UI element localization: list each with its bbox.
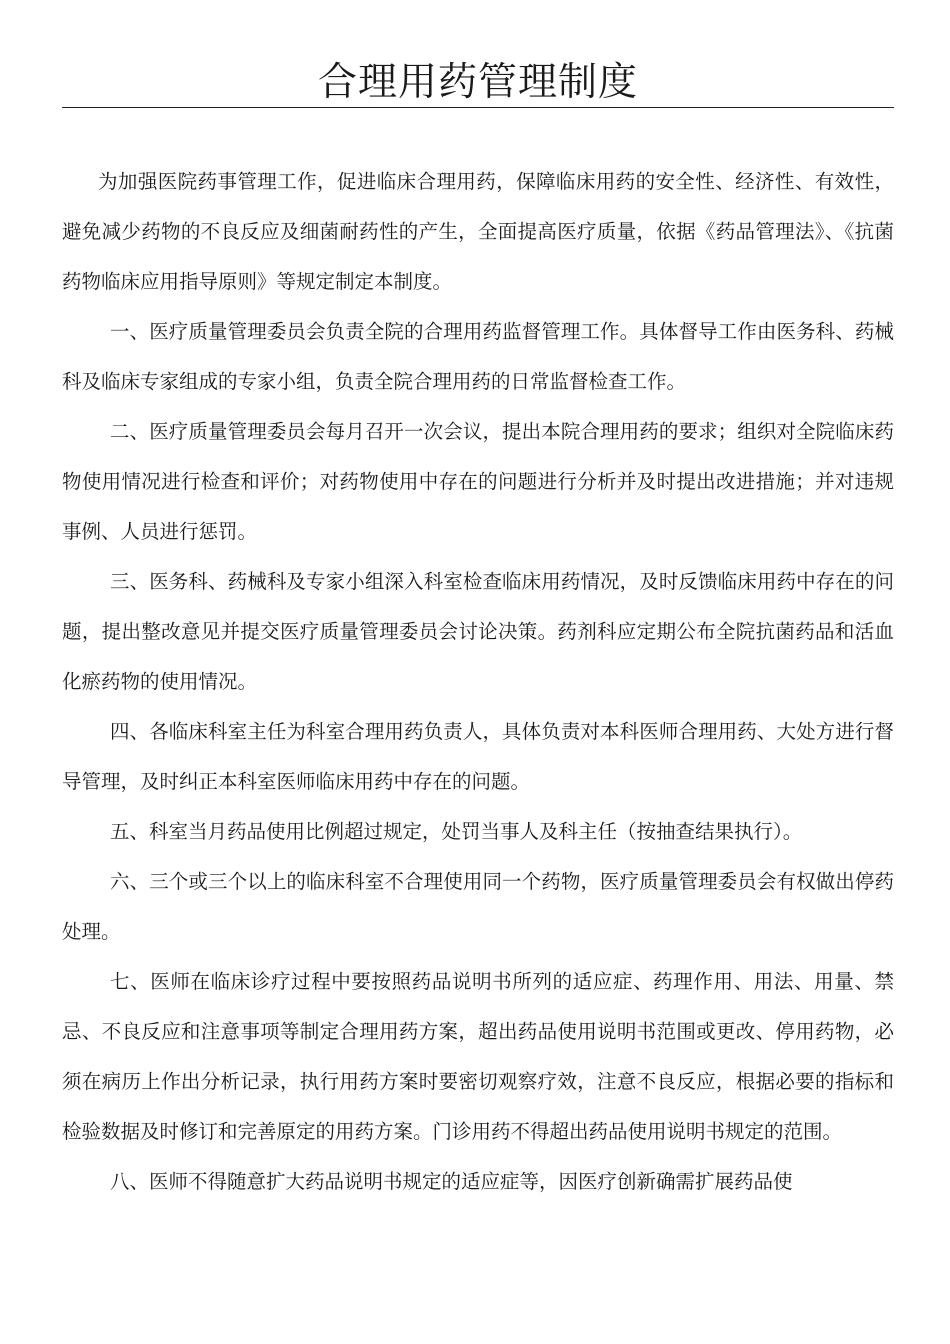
clause-paragraph-3: 三、医务科、药械科及专家小组深入科室检查临床用药情况，及时反馈临床用药中存在的问题，提出整改意见并提交医疗质量管理委员会讨论决策。药剂科应定期公布全院抗菌药品和活血化瘀药物的使用情况。 (62, 570, 894, 693)
document-title: 合理用药管理制度 (317, 60, 638, 105)
clause-paragraph-2: 二、医疗质量管理委员会每月召开一次会议，提出本院合理用药的要求；组织对全院临床药物使用情况进行检查和评价；对药物使用中存在的问题进行分析并及时提出改进措施；并对违规事例、人员进行惩罚。 (62, 420, 894, 543)
document-body (62, 157, 894, 1207)
clause-paragraph-6: 六、三个或三个以上的临床科室不合理使用同一个药物，医疗质量管理委员会有权做出停药处理。 (62, 870, 894, 943)
intro-paragraph: 为加强医院药事管理工作，促进临床合理用药，保障临床用药的安全性、经济性、有效性，避免减少药物的不良反应及细菌耐药性的产生，全面提高医疗质量，依据《药品管理法》、《抗菌药物临床应用指导原则》等规定制定本制度。 (62, 170, 894, 293)
clause-paragraph-5: 五、科室当月药品使用比例超过规定，处罚当事人及科主任（按抽查结果执行）。 (110, 820, 803, 843)
clause-paragraph-8: 八、医师不得随意扩大药品说明书规定的适应症等，因医疗创新确需扩展药品使 (110, 1170, 793, 1193)
title-underline (62, 107, 894, 108)
clause-paragraph-4: 四、各临床科室主任为科室合理用药负责人，具体负责对本科医师合理用药、大处方进行督导管理，及时纠正本科室医师临床用药中存在的问题。 (62, 720, 894, 793)
clause-paragraph-1: 一、医疗质量管理委员会负责全院的合理用药监督管理工作。具体督导工作由医务科、药械科及临床专家组成的专家小组，负责全院合理用药的日常监督检查工作。 (62, 320, 894, 393)
clause-paragraph-7: 七、医师在临床诊疗过程中要按照药品说明书所列的适应症、药理作用、用法、用量、禁忌、不良反应和注意事项等制定合理用药方案，超出药品使用说明书范围或更改、停用药物，必须在病历上作出分析记录，执行用药方案时要密切观察疗效，注意不良反应，根据必要的指标和检验数据及时修订和完善原定的用药方案。门诊用药不得超出药品使用说明书规定的范围。 (62, 970, 894, 1143)
